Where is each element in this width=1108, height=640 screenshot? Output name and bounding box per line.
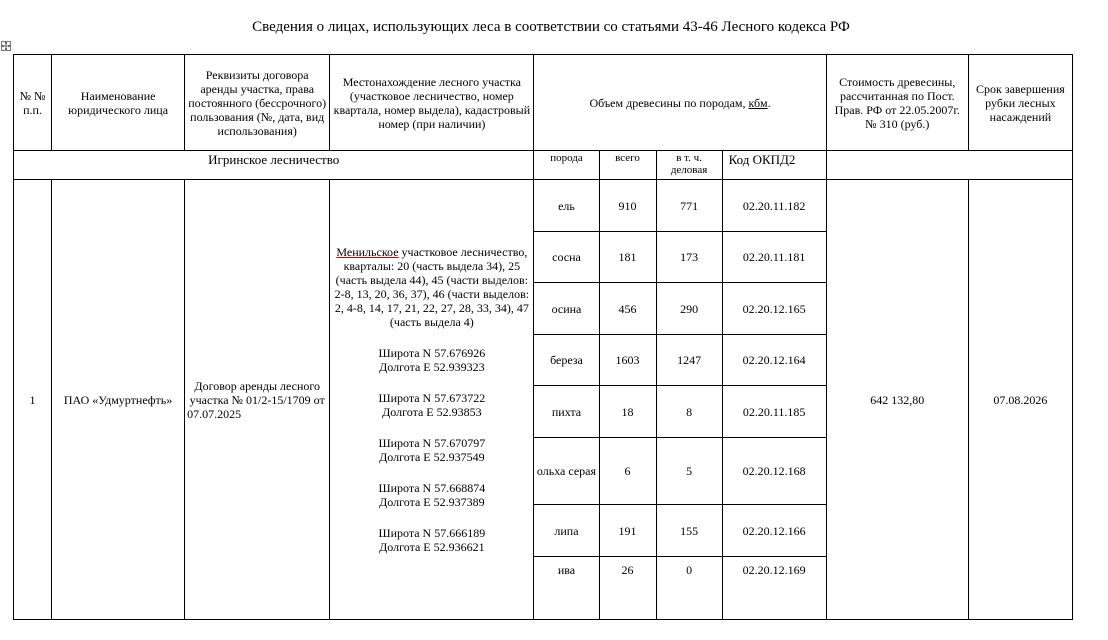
header-volume-unit: кбм xyxy=(748,95,768,110)
subheader-row xyxy=(14,151,1073,180)
species-business: 1247 xyxy=(656,335,722,386)
species-total: 18 xyxy=(599,386,656,438)
record-deadline: 07.08.2026 xyxy=(968,180,1072,620)
subheader-business: в т. ч. деловая xyxy=(656,151,722,180)
species-name: сосна xyxy=(534,232,599,283)
species-name: осина xyxy=(534,283,599,335)
table-move-handle-icon[interactable] xyxy=(1,41,11,51)
species-code: 02.20.12.164 xyxy=(722,335,826,386)
users-table xyxy=(13,54,1073,620)
species-name: липа xyxy=(534,505,599,557)
species-name: ива xyxy=(534,557,599,620)
header-volume xyxy=(534,55,826,151)
species-business: 5 xyxy=(656,438,722,505)
coordinate-pair xyxy=(332,436,531,464)
header-volume-prefix: Объем древесины по породам, xyxy=(589,95,749,110)
species-total: 191 xyxy=(599,505,656,557)
subheader-okpd: Код ОКПД2 xyxy=(722,151,826,180)
coord-lat: Широта N 57.668874 xyxy=(378,481,486,495)
species-code: 02.20.11.185 xyxy=(722,386,826,438)
species-code: 02.20.12.166 xyxy=(722,505,826,557)
header-location: Местонахождение лесного участка (участковое лесничество, номер квартала, номер выдела), кадастровый номер (при наличии) xyxy=(330,55,534,151)
species-total: 26 xyxy=(599,557,656,620)
coord-lon: Долгота E 52.93853 xyxy=(382,405,482,419)
header-contract: Реквизиты договора аренды участка, права постоянного (бессрочного) пользования (№, дата, вид использования) xyxy=(185,55,330,151)
species-business: 173 xyxy=(656,232,722,283)
species-name: пихта xyxy=(534,386,599,438)
species-total: 181 xyxy=(599,232,656,283)
species-name: ель xyxy=(534,180,599,232)
species-business: 8 xyxy=(656,386,722,438)
coord-lat: Широта N 57.670797 xyxy=(378,436,486,450)
coordinate-pair xyxy=(332,526,531,554)
table-row xyxy=(14,180,1073,232)
species-code: 02.20.12.165 xyxy=(722,283,826,335)
forestry-name: Игринское лесничество xyxy=(14,151,534,180)
location-description xyxy=(332,245,531,329)
coord-lon: Долгота E 52.939323 xyxy=(379,360,485,374)
species-code: 02.20.11.181 xyxy=(722,232,826,283)
subheader-total: всего xyxy=(599,151,656,180)
location-rest: участковое лесничество, кварталы: 20 (часть выдела 34), 25 (часть выдела 44), 45 (части выделов: 2-8, 13, 20, 36, 37), 46 (части выделов: 2, 4-8, 14, 17, 21, 22, 27, 28, 33, 34), 47 (часть выдела 4) xyxy=(334,245,530,329)
species-business: 290 xyxy=(656,283,722,335)
coordinate-pair xyxy=(332,346,531,374)
species-code: 02.20.11.182 xyxy=(722,180,826,232)
header-cost: Стоимость древесины, рассчитанная по Пост. Прав. РФ от 22.05.2007г. № 310 (руб.) xyxy=(826,55,968,151)
species-total: 456 xyxy=(599,283,656,335)
coord-lat: Широта N 57.666189 xyxy=(378,526,486,540)
location-first-word: Менильское xyxy=(336,245,399,259)
species-business: 0 xyxy=(656,557,722,620)
subheader-species: порода xyxy=(534,151,599,180)
species-business: 771 xyxy=(656,180,722,232)
coord-lon: Долгота E 52.937549 xyxy=(379,450,485,464)
species-code: 02.20.12.168 xyxy=(722,438,826,505)
species-total: 1603 xyxy=(599,335,656,386)
record-cost: 642 132,80 xyxy=(826,180,968,620)
header-deadline: Срок завершения рубки лесных насаждений xyxy=(968,55,1072,151)
species-business: 155 xyxy=(656,505,722,557)
record-location xyxy=(330,180,534,620)
coordinate-pair xyxy=(332,481,531,509)
species-code: 02.20.12.169 xyxy=(722,557,826,620)
record-name: ПАО «Удмуртнефть» xyxy=(52,180,185,620)
header-volume-suffix: . xyxy=(767,95,771,110)
coord-lon: Долгота E 52.936621 xyxy=(379,540,485,554)
coordinate-pair xyxy=(332,391,531,419)
coord-lon: Долгота E 52.937389 xyxy=(379,495,485,509)
header-row xyxy=(14,55,1073,151)
header-num: № № п.п. xyxy=(14,55,52,151)
header-name: Наименование юридического лица xyxy=(52,55,185,151)
coord-lat: Широта N 57.676926 xyxy=(378,346,486,360)
species-total: 910 xyxy=(599,180,656,232)
species-name: береза xyxy=(534,335,599,386)
coord-lat: Широта N 57.673722 xyxy=(378,391,486,405)
document-title: Сведения о лицах, использующих леса в соответствии со статьями 43-46 Лесного кодекса РФ xyxy=(252,19,850,35)
species-total: 6 xyxy=(599,438,656,505)
record-contract: Договор аренды лесного участка № 01/2-15/1709 от 07.07.2025 xyxy=(185,180,330,620)
species-name: ольха серая xyxy=(534,438,599,505)
record-num: 1 xyxy=(14,180,52,620)
subheader-empty xyxy=(826,151,1072,180)
